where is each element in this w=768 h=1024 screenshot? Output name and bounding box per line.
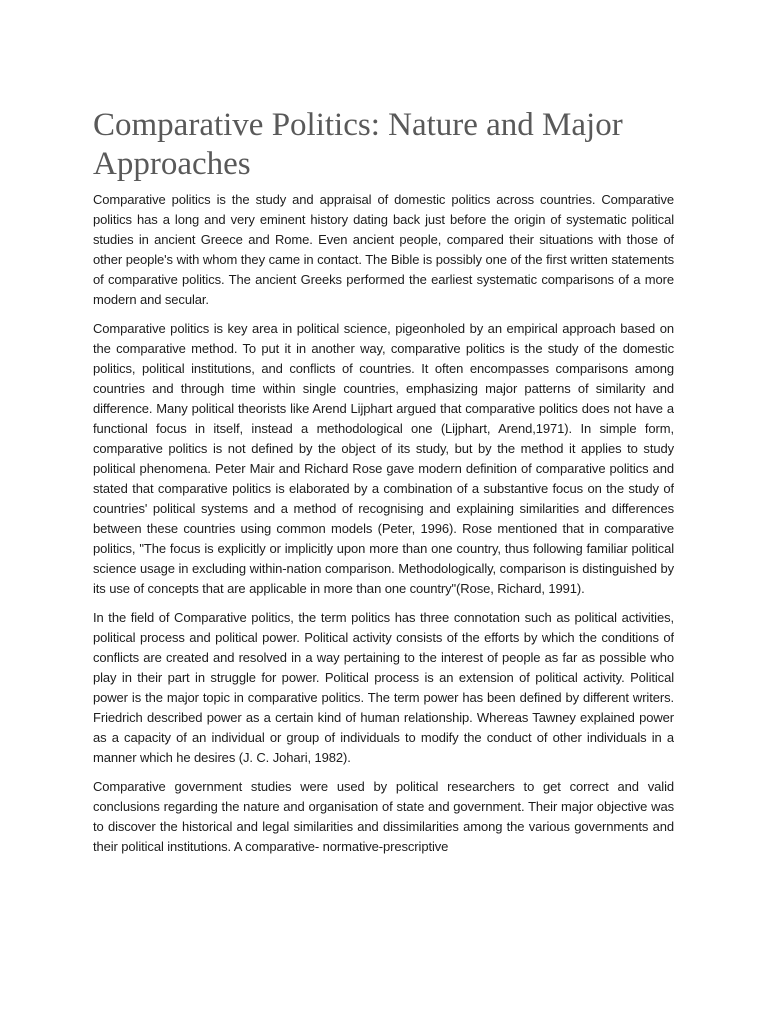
paragraph: In the field of Comparative politics, the term politics has three connotation such as political activities, political process and political power. Political activity consists of the efforts by which the conditions of conflicts are created and resolved in a way pertaining to the interest of people as far as possible who play in their part in struggle for power. Political process is an extension of political activity. Political power is the major topic in comparative politics. The term power has been defined by different writers. Friedrich described power as a certain kind of human relationship. Whereas Tawney explained power as a capacity of an individual or group of individuals to modify the conduct of other individuals in a manner which he desires (J. C. Johari, 1982). <box>93 610 674 765</box>
document-body <box>93 190 674 1024</box>
paragraph: Comparative politics is key area in political science, pigeonholed by an empirical approach based on the comparative method. To put it in another way, comparative politics is the study of the domestic politics, political institutions, and conflicts of countries. It often encompasses comparisons among countries and through time within single countries, emphasizing major patterns of similarity and difference. Many political theorists like Arend Lijphart argued that comparative politics does not have a functional focus in itself, instead a methodological one (Lijphart, Arend,1971). In simple form, comparative politics is not defined by the object of its study, but by the method it applies to study political phenomena. Peter Mair and Richard Rose gave modern definition of comparative politics and stated that comparative politics is elaborated by a combination of a substantive focus on the study of countries' political systems and a method of recognising and explaining similarities and differences between these countries using common models (Peter, 1996). Rose mentioned that in comparative politics, "The focus is explicitly or implicitly upon more than one country, thus following familiar political science usage in excluding within-nation comparison. Methodologically, comparison is distinguished by its use of concepts that are applicable in more than one country"(Rose, Richard, 1991). <box>93 321 674 596</box>
paragraph: Comparative politics is the study and appraisal of domestic politics across countries. Comparative politics has a long and very eminent history dating back just before the origin of systematic political studies in ancient Greece and Rome. Even ancient people, compared their situations with those of other people's with whom they came in contact. The Bible is possibly one of the first written statements of comparative politics. The ancient Greeks performed the earliest systematic comparisons of a more modern and secular. <box>93 192 674 307</box>
paragraph: Comparative government studies were used by political researchers to get correct and valid conclusions regarding the nature and organisation of state and government. Their major objective was to discover the historical and legal similarities and dissimilarities among the various governments and their political institutions. A comparative- normative-prescriptive <box>93 779 674 854</box>
page-title: Comparative Politics: Nature and Major Approaches <box>93 107 623 182</box>
